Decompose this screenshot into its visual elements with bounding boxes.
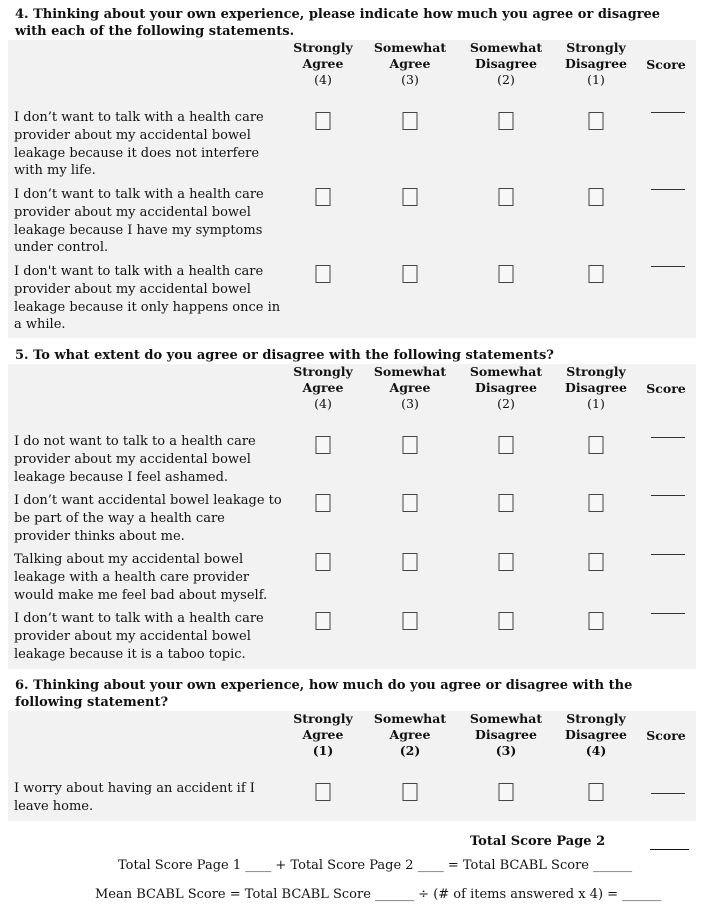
total-score-page-2-label: Total Score Page 2 — [470, 834, 606, 849]
q4-item-2-checkbox-strongly-agree[interactable] — [316, 188, 331, 206]
q4-panel — [8, 40, 696, 338]
q4-score-header: Score — [646, 57, 686, 72]
q5-score-header: Score — [646, 381, 686, 396]
q6-item-1-score-line[interactable] — [651, 793, 685, 794]
q5-header-strongly-agree: Strongly Agree (4) — [293, 364, 353, 411]
q4-item-3-text: I don't want to talk with a health care provider about my accidental bowel leakage because it only happens once in a while. — [14, 264, 281, 333]
q5-item-2-checkbox-strongly-agree[interactable] — [316, 494, 331, 512]
q5-header-strongly-disagree: Strongly Disagree (1) — [565, 364, 627, 411]
q4-item-2-score-line[interactable] — [651, 189, 685, 190]
q6-header-strongly-disagree: Strongly Disagree (4) — [565, 711, 627, 758]
q5-item-2-text: I don’t want accidental bowel leakage to be part of the way a health care provider thinks about me. — [14, 493, 282, 544]
q6-item-1-checkbox-somewhat-disagree[interactable] — [499, 783, 514, 801]
q5-item-1-score-line[interactable] — [651, 437, 685, 438]
q4-header-somewhat-agree: Somewhat Agree (3) — [373, 40, 447, 87]
q5-item-2-score-line[interactable] — [651, 495, 685, 496]
q6-item-1-checkbox-strongly-disagree[interactable] — [589, 783, 604, 801]
q6-panel — [8, 711, 696, 821]
q4-item-3-checkbox-strongly-agree[interactable] — [316, 265, 331, 283]
q5-item-1-checkbox-strongly-agree[interactable] — [316, 436, 331, 454]
q5-item-2-checkbox-somewhat-agree[interactable] — [403, 494, 418, 512]
q4-item-2-text: I don’t want to talk with a health care provider about my accidental bowel leakage because I have my symptoms under control. — [14, 187, 264, 256]
q5-item-4-text: I don’t want to talk with a health care provider about my accidental bowel leakage because it is a taboo topic. — [14, 611, 264, 662]
q4-header-somewhat-disagree: Somewhat Disagree (2) — [469, 40, 543, 87]
q5-item-3-checkbox-strongly-agree[interactable] — [316, 553, 331, 571]
q5-item-3-text: Talking about my accidental bowel leakage with a health care provider would make me feel bad about myself. — [14, 552, 268, 603]
q4-title: 4. Thinking about your own experience, please indicate how much you agree or disagree with each of the following statements. — [15, 7, 661, 39]
q6-header-somewhat-agree: Somewhat Agree (2) — [373, 711, 447, 758]
q5-item-1-checkbox-strongly-disagree[interactable] — [589, 436, 604, 454]
q4-item-3-score-line[interactable] — [651, 266, 685, 267]
q5-panel — [8, 364, 696, 669]
q5-item-4-checkbox-somewhat-agree[interactable] — [403, 612, 418, 630]
q4-item-3-checkbox-strongly-disagree[interactable] — [589, 265, 604, 283]
q5-item-1-checkbox-somewhat-agree[interactable] — [403, 436, 418, 454]
q6-header-somewhat-disagree: Somewhat Disagree (3) — [469, 711, 543, 758]
q5-item-3-checkbox-somewhat-agree[interactable] — [403, 553, 418, 571]
q6-item-1-text: I worry about having an accident if I leave home. — [14, 781, 255, 814]
q6-title: 6. Thinking about your own experience, how much do you agree or disagree with the following statement? — [15, 678, 633, 710]
q6-item-1-checkbox-strongly-agree[interactable] — [316, 783, 331, 801]
q5-item-4-checkbox-somewhat-disagree[interactable] — [499, 612, 514, 630]
q4-item-2-checkbox-somewhat-disagree[interactable] — [499, 188, 514, 206]
total-bcabl-score-line: Total Score Page 1 ____ + Total Score Page 2 ____ = Total BCABL Score ______ — [118, 858, 633, 873]
q4-item-1-text: I don’t want to talk with a health care provider about my accidental bowel leakage because it does not interfere with my life. — [14, 110, 264, 179]
q5-item-4-checkbox-strongly-disagree[interactable] — [589, 612, 604, 630]
q5-item-3-score-line[interactable] — [651, 554, 685, 555]
q5-item-3-checkbox-somewhat-disagree[interactable] — [499, 553, 514, 571]
q4-item-2-checkbox-strongly-disagree[interactable] — [589, 188, 604, 206]
q4-item-1-checkbox-somewhat-agree[interactable] — [403, 112, 418, 130]
q5-item-2-checkbox-somewhat-disagree[interactable] — [499, 494, 514, 512]
q4-item-2-checkbox-somewhat-agree[interactable] — [403, 188, 418, 206]
q5-item-4-checkbox-strongly-agree[interactable] — [316, 612, 331, 630]
q4-item-1-checkbox-somewhat-disagree[interactable] — [499, 112, 514, 130]
q4-item-3-checkbox-somewhat-disagree[interactable] — [499, 265, 514, 283]
mean-bcabl-score-line: Mean BCABL Score = Total BCABL Score ______ ÷ (# of items answered x 4) = ______ — [95, 887, 662, 902]
q6-item-1-checkbox-somewhat-agree[interactable] — [403, 783, 418, 801]
q5-title: 5. To what extent do you agree or disagree with the following statements? — [15, 348, 554, 363]
q5-item-3-checkbox-strongly-disagree[interactable] — [589, 553, 604, 571]
q4-item-3-checkbox-somewhat-agree[interactable] — [403, 265, 418, 283]
q5-item-1-checkbox-somewhat-disagree[interactable] — [499, 436, 514, 454]
q4-header-strongly-agree: Strongly Agree (4) — [293, 40, 353, 87]
q5-item-1-text: I do not want to talk to a health care provider about my accidental bowel leakage because I feel ashamed. — [14, 434, 256, 485]
q5-item-2-checkbox-strongly-disagree[interactable] — [589, 494, 604, 512]
q4-header-strongly-disagree: Strongly Disagree (1) — [565, 40, 627, 87]
q4-item-1-score-line[interactable] — [651, 112, 685, 113]
q5-header-somewhat-agree: Somewhat Agree (3) — [373, 364, 447, 411]
q6-header-strongly-agree: Strongly Agree (1) — [293, 711, 353, 758]
q5-header-somewhat-disagree: Somewhat Disagree (2) — [469, 364, 543, 411]
q6-score-header: Score — [646, 728, 686, 743]
q4-item-1-checkbox-strongly-disagree[interactable] — [589, 112, 604, 130]
q4-item-1-checkbox-strongly-agree[interactable] — [316, 112, 331, 130]
total-score-page-2-line[interactable] — [650, 849, 689, 850]
q5-item-4-score-line[interactable] — [651, 613, 685, 614]
